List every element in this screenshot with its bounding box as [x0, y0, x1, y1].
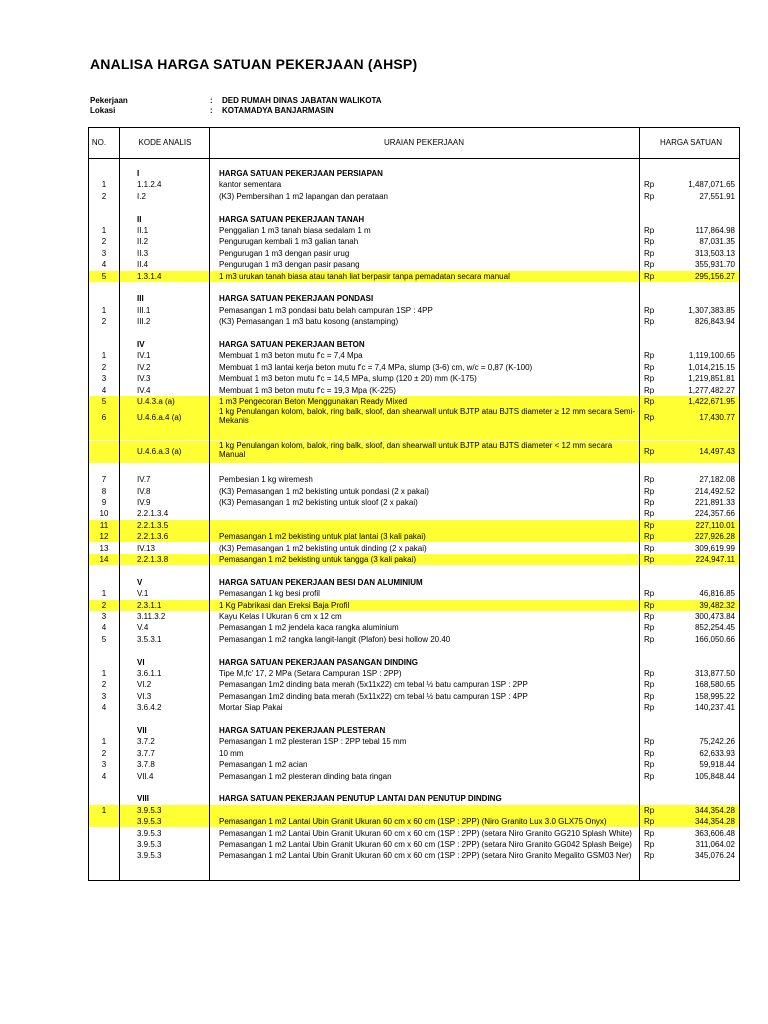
table-row [89, 828, 739, 839]
row-kode: 2.2.1.3.8 [137, 555, 169, 564]
row-kode: IV.2 [137, 362, 151, 372]
row-amount: 1,119,100.65 [688, 351, 735, 361]
row-kode: 3.11.3.2 [137, 612, 166, 621]
pekerjaan-value: DED RUMAH DINAS JABATAN WALIKOTA [222, 96, 382, 105]
row-description: (K3) Pemasangan 1 m2 bekisting untuk sloof (2 x pakai) [219, 498, 418, 507]
row-currency: Rp [644, 374, 655, 384]
row-no: 14 [99, 555, 109, 564]
table-row [89, 350, 739, 361]
row-no: 9 [101, 498, 107, 507]
row-amount: 826,843.94 [694, 317, 735, 327]
table-row [89, 565, 739, 576]
row-amount: 214,492.52 [694, 486, 735, 496]
table-row [89, 407, 739, 429]
row-currency: Rp [644, 555, 655, 564]
table-row [89, 816, 739, 827]
row-amount: 224,357.66 [694, 509, 735, 519]
row-amount: 344,354.28 [694, 805, 735, 815]
row-description: Membuat 1 m3 beton mutu f'c = 7,4 Mpa [219, 351, 363, 361]
header-divider [89, 158, 739, 159]
ahsp-table [88, 127, 740, 881]
row-description: 1 m3 Pengecoran Beton Menggunakan Ready Mixed [219, 397, 408, 406]
table-row [89, 782, 739, 793]
row-currency: Rp [644, 446, 655, 456]
row-kode: IV.9 [137, 498, 151, 507]
row-kode: 2.3.1.1 [137, 600, 162, 610]
row-currency: Rp [644, 748, 655, 758]
row-description: Pemasangan 1 m2 bekisting untuk tangga (3 kali pakai) [219, 555, 417, 564]
row-description: (K3) Pembersihan 1 m2 lapangan dan perataan [219, 191, 388, 201]
row-amount: 46,816.85 [699, 589, 735, 599]
row-currency: Rp [644, 817, 655, 827]
row-amount: 1,487,071.65 [688, 180, 735, 190]
table-row [89, 328, 739, 339]
row-no: 13 [99, 543, 109, 553]
row-description: HARGA SATUAN PEKERJAAN PASANGAN DINDING [219, 657, 418, 667]
table-row [89, 282, 739, 293]
lokasi-value: KOTAMADYA BANJARMASIN [222, 106, 334, 115]
table-row [89, 577, 739, 588]
row-no: 5 [101, 634, 107, 644]
row-description: Pemasangan 1 m2 bekisting untuk plat lantai (3 kali pakai) [219, 532, 426, 542]
row-kode: I.2 [137, 191, 146, 201]
row-description: Pemasangan 1 m3 pondasi batu belah campuran 1SP : 4PP [219, 305, 433, 315]
row-kode: 2.2.1.3.4 [137, 509, 169, 519]
row-amount: 227,110.01 [695, 520, 735, 530]
row-kode: 3.9.5.3 [137, 828, 162, 838]
row-description: HARGA SATUAN PEKERJAAN PERSIAPAN [219, 169, 383, 178]
table-row [89, 622, 739, 633]
row-kode: 1.1.2.4 [137, 180, 162, 190]
row-currency: Rp [644, 851, 655, 861]
row-currency: Rp [644, 498, 655, 507]
table-row [89, 759, 739, 770]
row-currency: Rp [644, 840, 655, 849]
row-currency: Rp [644, 191, 655, 201]
row-description: Membuat 1 m3 beton mutu f'c = 19,3 Mpa (K-225) [219, 385, 396, 395]
row-kode: IV.13 [137, 543, 155, 553]
row-amount: 1,307,383.85 [688, 305, 735, 315]
table-row [89, 508, 739, 519]
row-kode: 3.9.5.3 [137, 805, 162, 815]
row-kode: III [137, 294, 144, 304]
table-row [89, 793, 739, 804]
row-kode: IV.8 [137, 486, 151, 496]
row-no: 4 [101, 703, 107, 713]
row-no: 1 [101, 351, 107, 361]
row-currency: Rp [644, 703, 655, 713]
row-description: Tipe M,fc' 17, 2 MPa (Setara Campuran 1SP : 2PP) [219, 669, 402, 678]
row-kode: V.1 [137, 589, 149, 599]
row-currency: Rp [644, 589, 655, 599]
header-no: NO. [91, 138, 107, 147]
row-amount: 14,497.43 [699, 446, 735, 456]
row-kode: 3.5.3.1 [137, 634, 162, 644]
row-kode: 3.6.1.1 [137, 669, 162, 678]
row-currency: Rp [644, 305, 655, 315]
table-row [89, 225, 739, 236]
row-no: 12 [99, 532, 109, 542]
row-kode: VI.2 [137, 680, 152, 690]
row-kode: III.1 [137, 305, 151, 315]
row-kode: U.4.6.a.3 (a) [137, 446, 182, 456]
table-row [89, 385, 739, 396]
row-amount: 345,076.24 [694, 851, 735, 861]
row-description: HARGA SATUAN PEKERJAAN TANAH [219, 214, 365, 224]
row-description: Pemasangan 1 m2 jendela kaca rangka aluminium [219, 623, 399, 633]
row-kode: 3.9.5.3 [137, 817, 162, 827]
table-row [89, 396, 739, 407]
table-row [89, 531, 739, 542]
col-divider-1 [119, 128, 120, 880]
row-description: Pemasangan 1 m2 Lantai Ubin Granit Ukuran 60 cm x 60 cm (1SP : 2PP) (setara Niro Granito GG210 Splash White) [219, 828, 632, 838]
row-description: 10 mm [219, 748, 244, 758]
table-row [89, 634, 739, 645]
row-kode: II [137, 214, 142, 224]
row-no: 1 [101, 669, 107, 678]
row-currency: Rp [644, 771, 655, 781]
row-no: 2 [101, 362, 107, 372]
row-description: Penggalian 1 m3 tanah biasa sedalam 1 m [219, 226, 371, 235]
row-amount: 1,422,671.95 [688, 397, 735, 406]
table-row [89, 679, 739, 690]
row-kode: II.1 [137, 226, 149, 235]
row-description: Pemasangan 1 m2 Lantai Ubin Granit Ukuran 60 cm x 60 cm (1SP : 2PP) (setara Niro Granito Megalito GSM03 Ner) [219, 851, 632, 861]
row-kode: IV.1 [137, 351, 151, 361]
table-row [89, 725, 739, 736]
row-amount: 158,995.22 [694, 691, 735, 701]
row-kode: V.4 [137, 623, 149, 633]
row-no: 4 [101, 771, 107, 781]
row-kode: VII [137, 726, 147, 735]
row-currency: Rp [644, 680, 655, 690]
table-row [89, 362, 739, 373]
row-description: HARGA SATUAN PEKERJAAN PONDASI [219, 294, 374, 304]
row-currency: Rp [644, 271, 655, 281]
table-row [89, 611, 739, 622]
row-no: 3 [101, 612, 107, 621]
row-description: Pembesian 1 kg wiremesh [219, 475, 313, 485]
row-currency: Rp [644, 180, 655, 190]
row-amount: 59,918.44 [699, 760, 735, 770]
row-amount: 140,237.41 [694, 703, 735, 713]
table-row [89, 691, 739, 702]
row-no: 5 [101, 271, 107, 281]
table-row [89, 214, 739, 225]
row-description: (K3) Pemasangan 1 m2 bekisting untuk pondasi (2 x pakai) [219, 486, 429, 496]
row-amount: 227,926.28 [694, 532, 735, 542]
row-amount: 295,156.27 [694, 271, 735, 281]
row-currency: Rp [644, 260, 655, 270]
row-amount: 1,219,851.81 [688, 374, 735, 384]
row-amount: 363,606.48 [694, 828, 735, 838]
row-kode: II.2 [137, 237, 149, 247]
row-currency: Rp [644, 351, 655, 361]
table-row [89, 474, 739, 485]
table-row [89, 463, 739, 474]
table-row [89, 248, 739, 259]
row-no: 1 [101, 737, 107, 747]
row-kode: 1.3.1.4 [137, 271, 162, 281]
table-row [89, 748, 739, 759]
table-row [89, 271, 739, 282]
row-currency: Rp [644, 486, 655, 496]
row-kode: II.4 [137, 260, 149, 270]
lokasi-label: Lokasi [90, 106, 116, 115]
row-currency: Rp [644, 828, 655, 838]
row-amount: 87,031.35 [699, 237, 735, 247]
row-description: Pemasangan 1 m2 acian [219, 760, 308, 770]
row-kode: U.4.6.a.4 (a) [137, 413, 182, 423]
row-amount: 62,633.93 [699, 748, 735, 758]
row-kode: 3.7.8 [137, 760, 155, 770]
table-row [89, 554, 739, 565]
row-amount: 17,430.77 [699, 413, 735, 423]
table-row [89, 179, 739, 190]
row-kode: III.2 [137, 317, 151, 327]
row-kode: IV.7 [137, 475, 151, 485]
row-description: HARGA SATUAN PEKERJAAN PLESTERAN [219, 726, 386, 735]
row-currency: Rp [644, 669, 655, 678]
row-currency: Rp [644, 317, 655, 327]
row-amount: 221,891.33 [694, 498, 735, 507]
row-no: 2 [101, 748, 107, 758]
row-amount: 355,931.70 [694, 260, 735, 270]
row-no: 2 [101, 237, 107, 247]
row-amount: 300,473.84 [694, 612, 735, 621]
row-kode: 2.2.1.3.5 [137, 520, 169, 530]
row-description: Pemasangan 1m2 dinding bata merah (5x11x22) cm tebal ½ batu campuran 1SP : 4PP [219, 691, 528, 701]
row-currency: Rp [644, 691, 655, 701]
row-currency: Rp [644, 385, 655, 395]
row-no: 11 [99, 520, 109, 530]
row-no: 2 [101, 600, 107, 610]
row-description: Kayu Kelas I Ukuran 6 cm x 12 cm [219, 612, 342, 621]
row-description: Pemasangan 1 m2 Lantai Ubin Granit Ukuran 60 cm x 60 cm (1SP : 2PP) (Niro Granito Lux 3.0 GLX75 Onyx) [219, 817, 607, 827]
row-currency: Rp [644, 543, 655, 553]
row-kode: VI [137, 657, 145, 667]
row-no: 4 [101, 260, 107, 270]
row-description: HARGA SATUAN PEKERJAAN BETON [219, 340, 365, 349]
row-amount: 224,947.11 [695, 555, 735, 564]
header-uraian: URAIAN PEKERJAAN [383, 138, 465, 147]
row-amount: 313,877.50 [694, 669, 735, 678]
row-kode: VII.4 [137, 771, 154, 781]
table-row [89, 771, 739, 782]
row-no: 2 [101, 317, 107, 327]
table-row [89, 486, 739, 497]
row-kode: 3.6.4.2 [137, 703, 162, 713]
table-row [89, 805, 739, 816]
table-row [89, 305, 739, 316]
table-row [89, 600, 739, 611]
table-row [89, 850, 739, 861]
row-kode: 3.9.5.3 [137, 851, 162, 861]
col-divider-2 [209, 128, 210, 880]
row-amount: 852,254.45 [694, 623, 735, 633]
row-kode: 2.2.1.3.6 [137, 532, 169, 542]
row-no: 7 [101, 475, 107, 485]
row-no: 4 [101, 385, 107, 395]
row-no: 1 [101, 805, 107, 815]
row-currency: Rp [644, 532, 655, 542]
pekerjaan-sep: : [210, 96, 213, 105]
row-description: kantor sementara [219, 180, 282, 190]
row-kode: V [137, 577, 143, 587]
row-currency: Rp [644, 237, 655, 247]
row-no: 3 [101, 691, 107, 701]
row-description: Pengurugan 1 m3 dengan pasir urug [219, 248, 350, 258]
row-no: 2 [101, 191, 107, 201]
row-amount: 27,551.91 [699, 191, 735, 201]
row-description: Membuat 1 m3 lantai kerja beton mutu f'c = 7,4 MPa, slump (3-6) cm, w/c = 0,87 (K-100) [219, 362, 533, 372]
row-amount: 311,064.02 [695, 840, 735, 849]
row-kode: VIII [137, 794, 150, 804]
row-description: Pemasangan 1 m2 plesteran 1SP : 2PP tebal 15 mm [219, 737, 407, 747]
row-no: 10 [99, 509, 109, 519]
table-row [89, 236, 739, 247]
row-no: 6 [101, 413, 107, 423]
row-currency: Rp [644, 600, 655, 610]
table-row [89, 657, 739, 668]
row-description: Pemasangan 1 m2 rangka langit-langit (Plafon) besi hollow 20.40 [219, 634, 451, 644]
table-row [89, 168, 739, 179]
row-kode: 3.9.5.3 [137, 840, 162, 849]
row-no: 1 [101, 589, 107, 599]
row-amount: 75,242.26 [699, 737, 735, 747]
row-description: Pemasangan 1 m2 Lantai Ubin Granit Ukuran 60 cm x 60 cm (1SP : 2PP) (setara Niro Granito GG042 Splash Beige) [219, 840, 632, 849]
table-row [89, 429, 739, 440]
header-kode: KODE ANALIS [138, 138, 192, 147]
row-currency: Rp [644, 612, 655, 621]
row-kode: VI.3 [137, 691, 152, 701]
table-row [89, 191, 739, 202]
table-row [89, 543, 739, 554]
row-currency: Rp [644, 413, 655, 423]
table-row [89, 645, 739, 656]
row-currency: Rp [644, 362, 655, 372]
row-currency: Rp [644, 397, 655, 406]
row-amount: 39,482.32 [699, 600, 735, 610]
row-no: 3 [101, 374, 107, 384]
lokasi-sep: : [210, 106, 213, 115]
table-row [89, 839, 739, 850]
row-currency: Rp [644, 509, 655, 519]
row-kode: U.4.3.a (a) [137, 397, 175, 406]
row-description: Pemasangan 1 kg besi profil [219, 589, 320, 599]
row-no: 1 [101, 226, 107, 235]
table-row [89, 668, 739, 679]
row-description: Membuat 1 m3 beton mutu f'c = 14,5 MPa, slump (120 ± 20) mm (K-175) [219, 374, 477, 384]
row-amount: 27,182.08 [699, 475, 735, 485]
table-row [89, 588, 739, 599]
row-amount: 344,354.28 [694, 817, 735, 827]
row-description: Pemasangan 1 m2 plesteran dinding bata ringan [219, 771, 392, 781]
page-title: ANALISA HARGA SATUAN PEKERJAAN (AHSP) [90, 56, 418, 72]
row-currency: Rp [644, 475, 655, 485]
row-amount: 166,050.66 [694, 634, 735, 644]
row-currency: Rp [644, 805, 655, 815]
row-kode: IV.4 [137, 385, 151, 395]
row-amount: 313,503.13 [694, 248, 735, 258]
row-description: (K3) Pemasangan 1 m3 batu kosong (anstamping) [219, 317, 399, 327]
row-currency: Rp [644, 226, 655, 235]
row-kode: IV [137, 340, 145, 349]
row-no: 2 [101, 680, 107, 690]
row-description: (K3) Pemasangan 1 m2 bekisting untuk dinding (2 x pakai) [219, 543, 427, 553]
row-description: Pengurugan 1 m3 dengan pasir pasang [219, 260, 360, 270]
row-amount: 1,014,215.15 [688, 362, 735, 372]
row-kode: II.3 [137, 248, 149, 258]
row-description: Pemasangan 1m2 dinding bata merah (5x11x22) cm tebal ½ batu campuran 1SP : 2PP [219, 680, 528, 690]
table-row [89, 202, 739, 213]
row-amount: 168,580.65 [694, 680, 735, 690]
row-amount: 309,619.99 [694, 543, 735, 553]
row-no: 3 [101, 248, 107, 258]
table-row [89, 736, 739, 747]
row-description: Mortar Siap Pakai [219, 703, 283, 713]
row-amount: 117,864.98 [695, 226, 735, 235]
table-row [89, 373, 739, 384]
row-description: 1 kg Penulangan kolom, balok, ring balk, sloof, dan shearwall untuk BJTP atau BJTS diameter < 12 mm secara Manual [219, 440, 613, 459]
pekerjaan-label: Pekerjaan [90, 96, 128, 105]
table-row [89, 339, 739, 350]
row-currency: Rp [644, 248, 655, 258]
row-currency: Rp [644, 737, 655, 747]
table-row [89, 520, 739, 531]
table-row [89, 441, 739, 463]
row-no: 1 [101, 305, 107, 315]
row-description: 1 kg Penulangan kolom, balok, ring balk, sloof, dan shearwall untuk BJTP atau BJTS diameter ≥ 12 mm secara Semi-Mekanis [219, 407, 636, 426]
row-no: 3 [101, 760, 107, 770]
table-row [89, 316, 739, 327]
row-amount: 105,848.44 [694, 771, 735, 781]
row-currency: Rp [644, 623, 655, 633]
table-row [89, 702, 739, 713]
table-row [89, 259, 739, 270]
header-harga: HARGA SATUAN [659, 138, 723, 147]
row-no: 4 [101, 623, 107, 633]
table-row [89, 497, 739, 508]
row-description: 1 m3 urukan tanah biasa atau tanah liat berpasir tanpa pemadatan secara manual [219, 271, 510, 281]
row-amount: 1,277,482.27 [688, 385, 735, 395]
row-kode: 3.7.7 [137, 748, 155, 758]
row-kode: 3.7.2 [137, 737, 155, 747]
row-description: HARGA SATUAN PEKERJAAN BESI DAN ALUMINIUM [219, 577, 423, 587]
row-description: HARGA SATUAN PEKERJAAN PENUTUP LANTAI DAN PENUTUP DINDING [219, 794, 502, 804]
row-no: 8 [101, 486, 107, 496]
row-no: 1 [101, 180, 107, 190]
col-divider-3 [639, 128, 640, 880]
row-currency: Rp [644, 520, 655, 530]
row-description: Pengurugan kembali 1 m3 galian tanah [219, 237, 359, 247]
row-description: 1 Kg Pabrikasi dan Ereksi Baja Profil [219, 600, 350, 610]
table-row [89, 714, 739, 725]
row-kode: IV.3 [137, 374, 151, 384]
row-no: 5 [101, 397, 107, 406]
row-currency: Rp [644, 634, 655, 644]
row-kode: I [137, 169, 140, 178]
table-row [89, 293, 739, 304]
row-currency: Rp [644, 760, 655, 770]
